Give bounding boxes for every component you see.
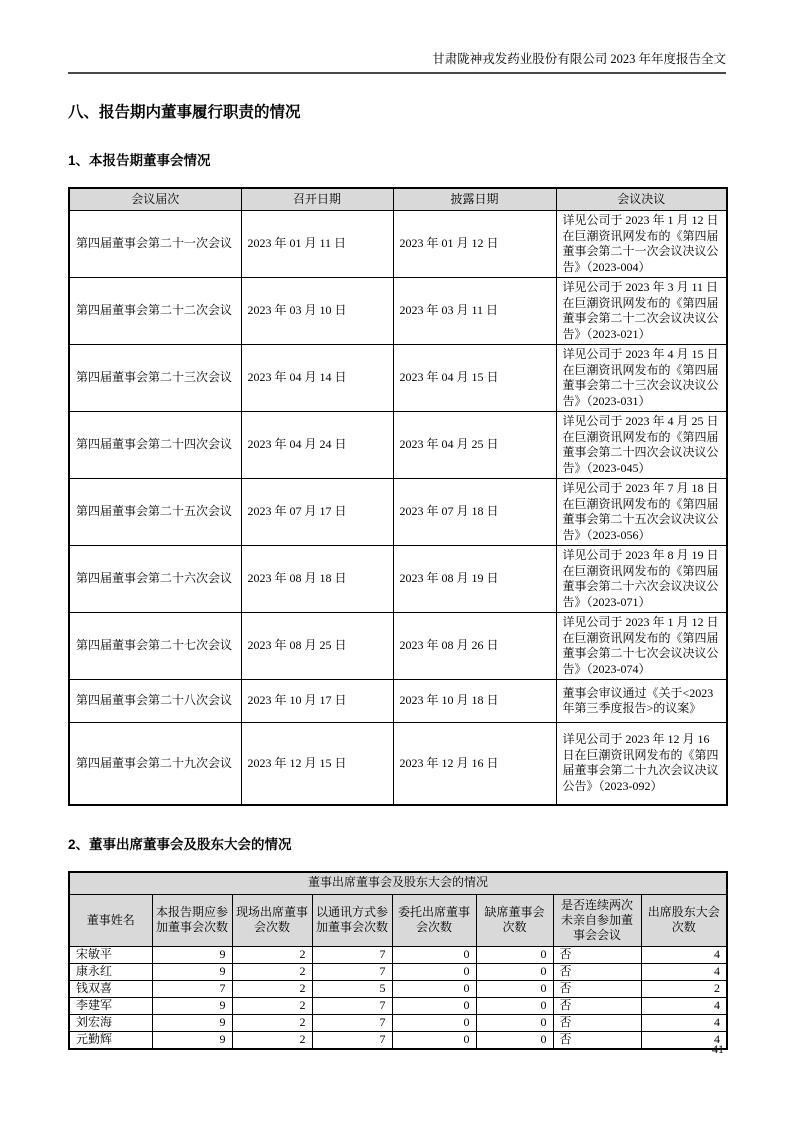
resolution-cell: 董事会审议通过《关于<2023 年第三季度报告>的议案》 xyxy=(556,680,727,723)
shareholder-meetings-cell: 2 xyxy=(641,980,727,997)
via-comm-cell: 7 xyxy=(312,963,392,980)
convene-date-cell: 2023 年 08 月 25 日 xyxy=(241,613,393,680)
table-row xyxy=(69,963,727,980)
meeting-session-cell: 第四届董事会第二十九次会议 xyxy=(69,723,241,805)
t2-header-proxy: 委托出席董事会次数 xyxy=(392,894,476,946)
due-meetings-cell: 9 xyxy=(152,997,232,1014)
t2-header-name: 董事姓名 xyxy=(69,894,152,946)
resolution-cell: 详见公司于 2023 年 12 月 16 日在巨潮资讯网发布的《第四届董事会第二十九次会议决议公告》（2023-092） xyxy=(556,723,727,805)
running-header-text: 甘肃陇神戎发药业股份有限公司 2023 年年度报告全文 xyxy=(432,52,726,66)
header-rule xyxy=(68,72,726,74)
meeting-session-cell: 第四届董事会第二十八次会议 xyxy=(69,680,241,723)
convene-date-cell: 2023 年 04 月 14 日 xyxy=(241,345,393,412)
t1-header-resolution: 会议决议 xyxy=(556,188,727,211)
table-row xyxy=(69,479,727,546)
convene-date-cell: 2023 年 01 月 11 日 xyxy=(241,211,393,278)
attendance-table xyxy=(68,871,728,1050)
director-name-cell: 刘宏海 xyxy=(69,1014,152,1031)
table-title-row xyxy=(69,872,727,895)
table-row xyxy=(69,546,727,613)
consecutive-absence-cell: 否 xyxy=(553,1031,641,1049)
convene-date-cell: 2023 年 04 月 24 日 xyxy=(241,412,393,479)
disclose-date-cell: 2023 年 01 月 12 日 xyxy=(393,211,556,278)
disclose-date-cell: 2023 年 12 月 16 日 xyxy=(393,723,556,805)
onsite-cell: 2 xyxy=(232,963,312,980)
via-comm-cell: 7 xyxy=(312,946,392,963)
due-meetings-cell: 9 xyxy=(152,1031,232,1049)
t1-header-session: 会议届次 xyxy=(69,188,241,211)
disclose-date-cell: 2023 年 07 月 18 日 xyxy=(393,479,556,546)
absent-cell: 0 xyxy=(476,963,553,980)
absent-cell: 0 xyxy=(476,1014,553,1031)
resolution-cell: 详见公司于 2023 年 7 月 18 日在巨潮资讯网发布的《第四届董事会第二十五次会议决议公告》（2023-056） xyxy=(556,479,727,546)
meeting-session-cell: 第四届董事会第二十四次会议 xyxy=(69,412,241,479)
onsite-cell: 2 xyxy=(232,980,312,997)
proxy-cell: 0 xyxy=(392,946,476,963)
meeting-session-cell: 第四届董事会第二十一次会议 xyxy=(69,211,241,278)
meeting-session-cell: 第四届董事会第二十五次会议 xyxy=(69,479,241,546)
director-name-cell: 康永红 xyxy=(69,963,152,980)
due-meetings-cell: 9 xyxy=(152,1014,232,1031)
proxy-cell: 0 xyxy=(392,997,476,1014)
proxy-cell: 0 xyxy=(392,1014,476,1031)
resolution-cell: 详见公司于 2023 年 8 月 19 日在巨潮资讯网发布的《第四届董事会第二十六次会议决议公告》（2023-071） xyxy=(556,546,727,613)
shareholder-meetings-cell: 4 xyxy=(641,997,727,1014)
t1-header-disclose-date: 披露日期 xyxy=(393,188,556,211)
table-row xyxy=(69,680,727,723)
shareholder-meetings-cell: 4 xyxy=(641,1031,727,1049)
resolution-cell: 详见公司于 2023 年 1 月 12 日在巨潮资讯网发布的《第四届董事会第二十七次会议决议公告》（2023-074） xyxy=(556,613,727,680)
director-name-cell: 钱双喜 xyxy=(69,980,152,997)
t2-title-cell: 董事出席董事会及股东大会的情况 xyxy=(69,872,727,895)
absent-cell: 0 xyxy=(476,1031,553,1049)
t2-header-absent: 缺席董事会次数 xyxy=(476,894,553,946)
t2-header-onsite: 现场出席董事会次数 xyxy=(232,894,312,946)
proxy-cell: 0 xyxy=(392,980,476,997)
consecutive-absence-cell: 否 xyxy=(553,997,641,1014)
table-row xyxy=(69,1014,727,1031)
table-row xyxy=(69,980,727,997)
t2-header-consecutive-absence: 是否连续两次未亲自参加董事会会议 xyxy=(553,894,641,946)
table-row xyxy=(69,723,727,805)
disclose-date-cell: 2023 年 08 月 19 日 xyxy=(393,546,556,613)
due-meetings-cell: 9 xyxy=(152,963,232,980)
table-row xyxy=(69,345,727,412)
meeting-session-cell: 第四届董事会第二十二次会议 xyxy=(69,278,241,345)
t2-header-via-comm: 以通讯方式参加董事会次数 xyxy=(312,894,392,946)
convene-date-cell: 2023 年 10 月 17 日 xyxy=(241,680,393,723)
consecutive-absence-cell: 否 xyxy=(553,963,641,980)
onsite-cell: 2 xyxy=(232,946,312,963)
absent-cell: 0 xyxy=(476,980,553,997)
director-name-cell: 李建军 xyxy=(69,997,152,1014)
disclose-date-cell: 2023 年 03 月 11 日 xyxy=(393,278,556,345)
disclose-date-cell: 2023 年 10 月 18 日 xyxy=(393,680,556,723)
via-comm-cell: 7 xyxy=(312,1014,392,1031)
due-meetings-cell: 9 xyxy=(152,946,232,963)
consecutive-absence-cell: 否 xyxy=(553,1014,641,1031)
via-comm-cell: 7 xyxy=(312,997,392,1014)
meeting-session-cell: 第四届董事会第二十七次会议 xyxy=(69,613,241,680)
disclose-date-cell: 2023 年 04 月 25 日 xyxy=(393,412,556,479)
resolution-cell: 详见公司于 2023 年 4 月 15 日在巨潮资讯网发布的《第四届董事会第二十三次会议决议公告》（2023-031） xyxy=(556,345,727,412)
convene-date-cell: 2023 年 07 月 17 日 xyxy=(241,479,393,546)
absent-cell: 0 xyxy=(476,946,553,963)
shareholder-meetings-cell: 4 xyxy=(641,963,727,980)
convene-date-cell: 2023 年 03 月 10 日 xyxy=(241,278,393,345)
table-header-row xyxy=(69,188,727,211)
meeting-session-cell: 第四届董事会第二十三次会议 xyxy=(69,345,241,412)
t2-header-due-meetings: 本报告期应参加董事会次数 xyxy=(152,894,232,946)
onsite-cell: 2 xyxy=(232,1014,312,1031)
table-row xyxy=(69,946,727,963)
table-row xyxy=(69,278,727,345)
t2-header-shareholder-meetings: 出席股东大会次数 xyxy=(641,894,727,946)
disclose-date-cell: 2023 年 04 月 15 日 xyxy=(393,345,556,412)
running-header xyxy=(68,52,726,74)
table-row xyxy=(69,613,727,680)
subsection-2-title: 2、董事出席董事会及股东大会的情况 xyxy=(68,836,292,852)
via-comm-cell: 5 xyxy=(312,980,392,997)
resolution-cell: 详见公司于 2023 年 3 月 11 日在巨潮资讯网发布的《第四届董事会第二十二次会议决议公告》（2023-021） xyxy=(556,278,727,345)
shareholder-meetings-cell: 4 xyxy=(641,946,727,963)
shareholder-meetings-cell: 4 xyxy=(641,1014,727,1031)
meeting-session-cell: 第四届董事会第二十六次会议 xyxy=(69,546,241,613)
director-name-cell: 元勤辉 xyxy=(69,1031,152,1049)
onsite-cell: 2 xyxy=(232,997,312,1014)
consecutive-absence-cell: 否 xyxy=(553,980,641,997)
board-meetings-table xyxy=(68,187,728,806)
subsection-1-title: 1、本报告期董事会情况 xyxy=(68,153,211,168)
t1-header-convene-date: 召开日期 xyxy=(241,188,393,211)
table-row xyxy=(69,412,727,479)
via-comm-cell: 7 xyxy=(312,1031,392,1049)
resolution-cell: 详见公司于 2023 年 4 月 25 日在巨潮资讯网发布的《第四届董事会第二十四次会议决议公告》（2023-045） xyxy=(556,412,727,479)
consecutive-absence-cell: 否 xyxy=(553,946,641,963)
director-name-cell: 宋敏平 xyxy=(69,946,152,963)
convene-date-cell: 2023 年 12 月 15 日 xyxy=(241,723,393,805)
table-row xyxy=(69,1031,727,1049)
disclose-date-cell: 2023 年 08 月 26 日 xyxy=(393,613,556,680)
page-number: 41 xyxy=(712,1042,724,1056)
onsite-cell: 2 xyxy=(232,1031,312,1049)
absent-cell: 0 xyxy=(476,997,553,1014)
resolution-cell: 详见公司于 2023 年 1 月 12 日在巨潮资讯网发布的《第四届董事会第二十一次会议决议公告》（2023-004） xyxy=(556,211,727,278)
section-title: 八、报告期内董事履行职责的情况 xyxy=(68,104,301,121)
table-row xyxy=(69,211,727,278)
convene-date-cell: 2023 年 08 月 18 日 xyxy=(241,546,393,613)
proxy-cell: 0 xyxy=(392,963,476,980)
due-meetings-cell: 7 xyxy=(152,980,232,997)
proxy-cell: 0 xyxy=(392,1031,476,1049)
table-row xyxy=(69,997,727,1014)
table-header-row xyxy=(69,894,727,946)
